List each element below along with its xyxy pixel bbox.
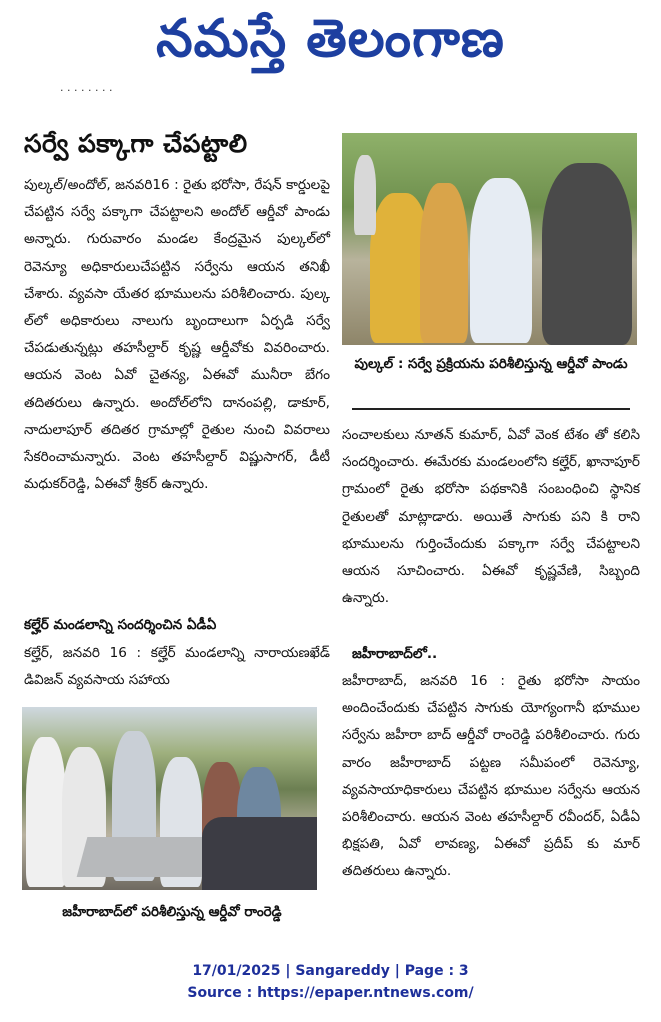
left-continuation: కల్హేర్, జనవరి 16 : కల్హేర్ మండలాన్ని నారాయణఖేడ్ డివిజన్ వ్యవసాయ సహాయ — [24, 645, 330, 688]
caption-rule — [352, 408, 630, 410]
right-paragraph: సంచాలకులు నూతన్ కుమార్, ఏవో వెంక టేశం తో కలిసి సందర్శించారు. ఈమేరకు మండలంలోని కల్హేర్, ఖానాపూర్ గ్రామంలో రైతు భరోసా పథకానికి సంబంధించి స్థానిక రైతులతో మాట్లాడారు. అయితే సాగుకు పని కి రాని భూములను గుర్తించేందుకు పక్కాగా సర్వే చేపట్టాలని ఆయన సూచించారు. ఏఈవో కృష్ణవేణి, సిబ్బంది ఉన్నారు. — [342, 427, 640, 607]
left-column-text — [24, 172, 330, 498]
person-figure — [470, 178, 532, 343]
car-hood — [202, 817, 317, 890]
right-subheading: జహీరాబాద్‌లో.. — [352, 646, 438, 662]
footer-source: Source : https://epaper.ntnews.com/ — [187, 985, 474, 1001]
photo1-caption: పుల్కల్ : సర్వే ప్రక్రియను పరిశీలిస్తున్న ఆర్డీవో పాండు — [354, 356, 628, 372]
person-figure — [420, 183, 468, 343]
clipped-text-line — [60, 81, 440, 102]
masthead-title: నమస్తే తెలంగాణ — [156, 9, 505, 69]
clipped-line-decor: . . . . . . . . — [60, 81, 113, 94]
right-column-text — [342, 422, 640, 612]
left-subheading: కల్హేర్ మండలాన్ని సందర్శించిన ఏడీఏ — [24, 617, 217, 633]
photo-pulkal-survey — [342, 133, 637, 345]
photo2-caption: జహీరాబాద్‌లో పరిశీలిస్తున్న ఆర్డీవో రాంరెడ్డి — [62, 904, 282, 920]
footer-date-edition: 17/01/2025 | Sangareddy | Page : 3 — [192, 963, 469, 979]
article-headline: సర్వే పక్కాగా చేపట్టాలి — [24, 129, 248, 158]
masthead — [0, 0, 661, 82]
right-column-text-2 — [342, 668, 640, 886]
person-figure — [354, 155, 376, 235]
person-figure — [542, 163, 632, 345]
person-figure — [26, 737, 66, 887]
left-paragraph: పుల్కల్/అందోల్, జనవరి16 : రైతు భరోసా, రేషన్ కార్డులపై చేపట్టిన సర్వే పక్కాగా చేపట్టాలని అందోల్ ఆర్డీవో పాండు అన్నారు. గురువారం మండల కేంద్రమైన పుల్కల్‌లో రెవెన్యూ అధికారులుచేపట్టిన సర్వేను ఆయన తనిఖీ చేశారు. వ్యవసా యేతర భూములను పరిశీలించారు. పుల్క ల్‌లో అధికారులు నాలుగు బృందాలుగా ఏర్పడి సర్వే చేపడుతున్నట్లు తహసీల్దార్ కృష్ణ ఆర్డీవోకు వివరించారు. ఆయన వెంట ఏవో చైతన్య, ఏఈవో మునీరా బేగం తదితరులు ఉన్నారు. అందోల్‌లోని దానంపల్లి, డాకూర్, నాదులాపూర్ తదితర గ్రామాల్లో రైతుల నుంచి వివరాలు సేకరించామన్నారు. వెంట తహసీల్దార్ విష్ణుసాగర్, డీటీ మధుకర్‌రెడ్డి, ఏఈవో శ్రీకర్ ఉన్నారు. — [24, 177, 330, 493]
photo-zaheerabad-survey — [22, 707, 317, 890]
right-paragraph-2: జహీరాబాద్, జనవరి 16 : రైతు భరోసా సాయం అందించేందుకు చేపట్టిన సాగుకు యోగ్యంగానీ భూముల సర్వేను జహీరా బాద్ ఆర్డీవో రాంరెడ్డి పరిశీలించారు. గురు వారం జహీరాబాద్ పట్టణ సమీపంలో రెవెన్యూ, వ్యవసాయాధికారులు చేపట్టిన భూముల సర్వేను ఆయన పరిశీలించారు. ఆయన వెంట తహసీల్దార్ రవీందర్, ఏడీఏ భిక్షపతి, ఏవో లావణ్య, ఏఈవో ప్రదీప్ కు మార్ తదితరులు ఉన్నారు. — [342, 673, 640, 880]
